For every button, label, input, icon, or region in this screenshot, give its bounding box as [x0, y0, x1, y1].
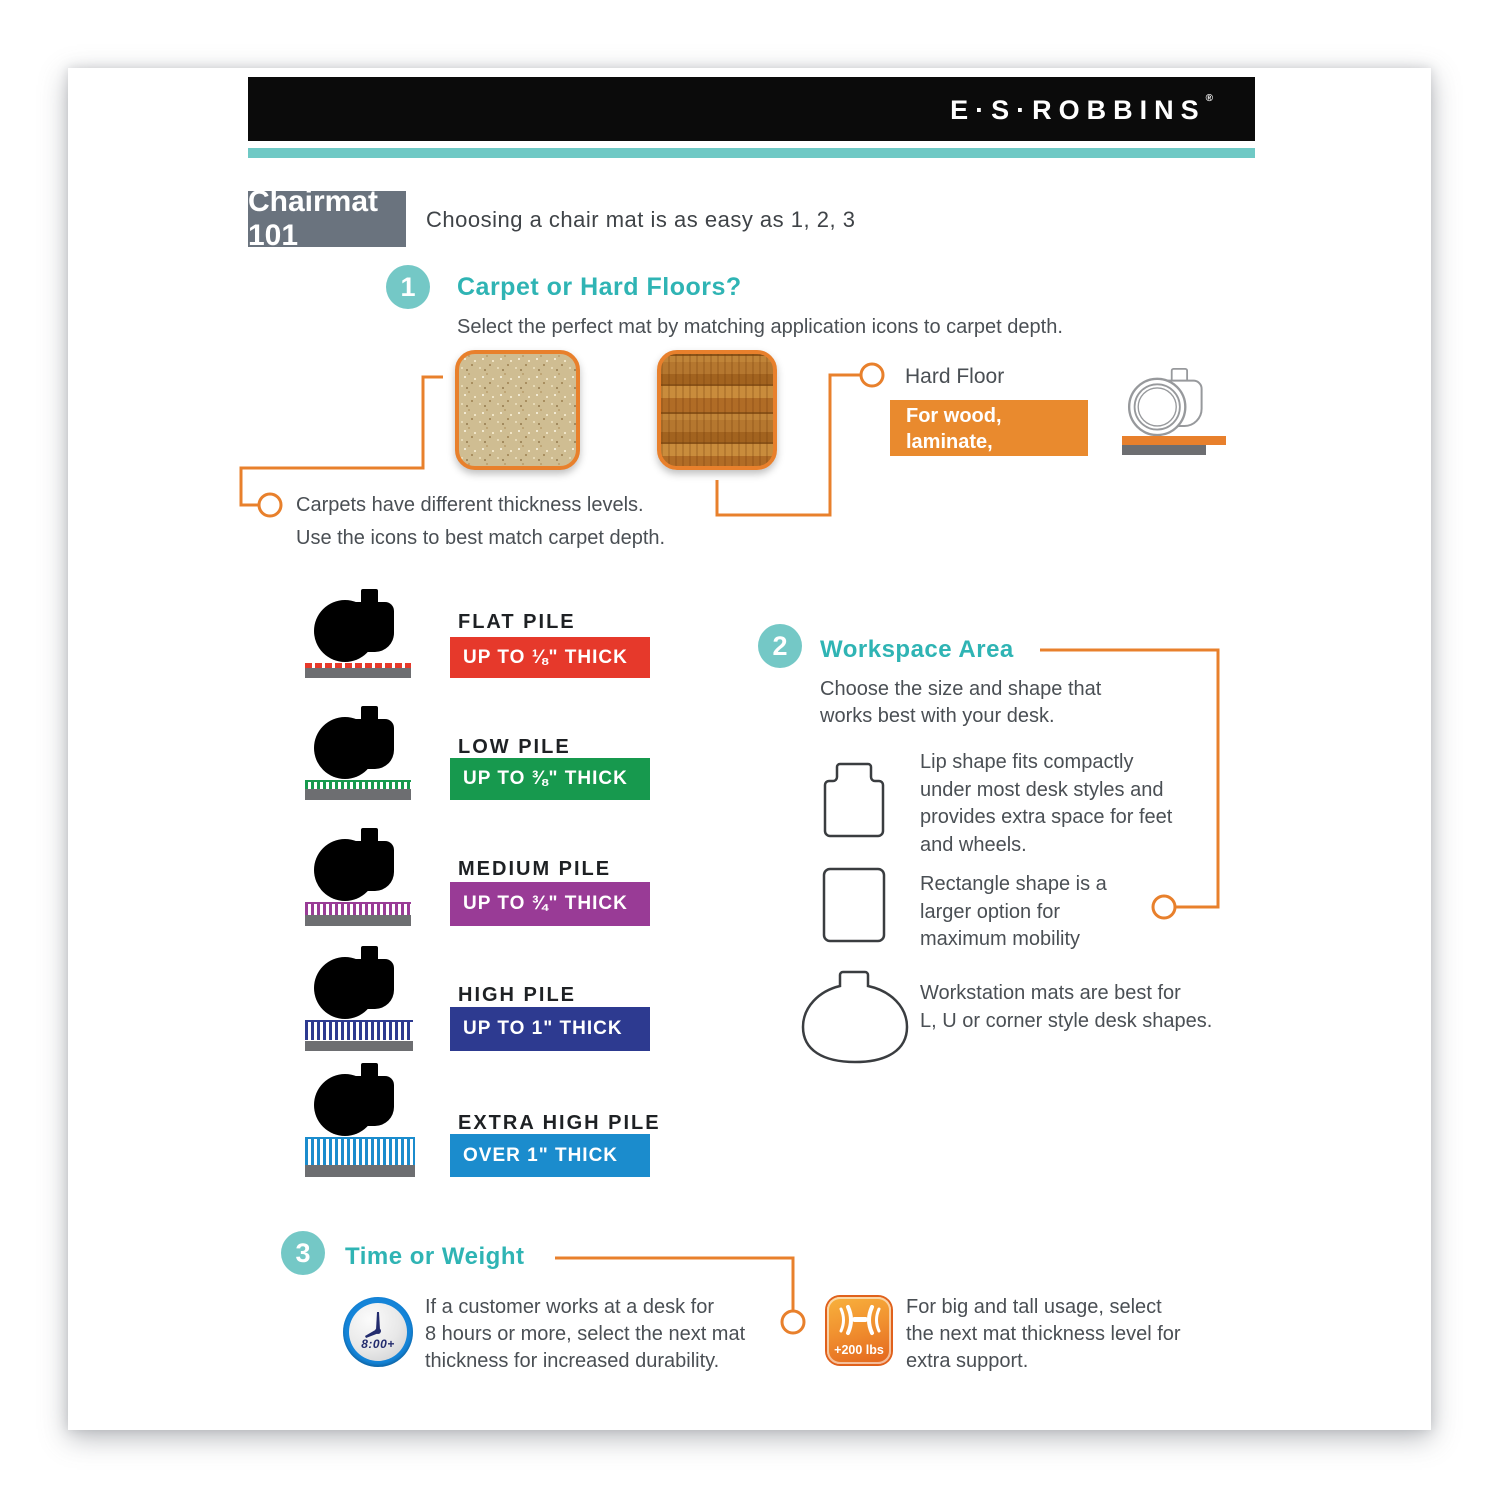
- weight-description: [906, 1294, 1181, 1375]
- high-pile-thickness-box: [450, 1007, 650, 1051]
- carpet-note-line2: Use the icons to best match carpet depth.: [296, 527, 666, 549]
- carpet-note-line1: Carpets have different thickness levels.: [296, 494, 644, 516]
- high-pile-strip: [305, 1020, 413, 1040]
- weight-capacity-label: +200 lbs: [834, 1343, 884, 1357]
- step3-number-badge: [281, 1231, 325, 1275]
- flat-pile-label: FLAT PILE: [458, 611, 576, 633]
- extra-high-pile-caster-icon: [305, 1061, 411, 1137]
- medium-pile-caster-icon: [305, 826, 411, 902]
- hard-floor-description-box: [890, 400, 1088, 479]
- infographic-page: [68, 68, 1431, 1430]
- time-line1: If a customer works at a desk for: [425, 1296, 714, 1318]
- brand-logo: E·S·ROBBINS®: [950, 92, 1213, 125]
- rectangle-shape-description: [920, 871, 1107, 954]
- step1-number-badge: [386, 265, 430, 309]
- step2-subtitle: [820, 676, 1101, 730]
- workstation-shape-description: [920, 980, 1212, 1035]
- extra-high-pile-label: EXTRA HIGH PILE: [458, 1112, 661, 1134]
- clock-time-label: 8:00+: [361, 1337, 395, 1351]
- time-line2: 8 hours or more, select the next mat: [425, 1323, 746, 1345]
- flat-pile-thickness-box: [450, 637, 650, 678]
- lip-line2: under most desk styles and: [920, 778, 1164, 801]
- weight-line1: For big and tall usage, select: [906, 1296, 1162, 1318]
- lip-line3: provides extra space for feet: [920, 806, 1173, 828]
- medium-pile-thickness-box: [450, 882, 650, 926]
- step2-number-badge: [758, 624, 802, 668]
- lip-line4: and wheels.: [920, 833, 1027, 856]
- medium-pile-label: MEDIUM PILE: [458, 858, 612, 880]
- dumbbell-glyph: [829, 1301, 889, 1339]
- weight-line2: the next mat thickness level for: [906, 1323, 1181, 1345]
- brand-header-bar: [248, 77, 1255, 141]
- carpet-connector-line: [68, 68, 1431, 1430]
- header-accent-strip: [248, 148, 1255, 158]
- high-pile-base: [305, 1041, 413, 1051]
- step2-number: 2: [772, 630, 788, 661]
- step2-subtitle-line2: works best with your desk.: [820, 705, 1055, 727]
- flat-pile-base: [305, 668, 411, 678]
- high-pile-label: HIGH PILE: [458, 984, 577, 1006]
- workstation-line1: Workstation mats are best for: [920, 982, 1181, 1004]
- extra-high-pile-thickness-box: [450, 1134, 650, 1177]
- medium-pile-thickness: UP TO ¾" THICK: [463, 893, 628, 914]
- rectangle-mat-shape-icon: [822, 867, 886, 943]
- carpet-swatch-image: [455, 350, 580, 470]
- flat-pile-caster-icon: [305, 587, 411, 663]
- hard-floor-base-strip: [1122, 445, 1206, 455]
- hard-floor-mat-strip: [1122, 436, 1226, 445]
- step1-title: Carpet or Hard Floors?: [457, 273, 742, 301]
- weight-icon: [827, 1297, 891, 1364]
- hard-floor-box-line1: For wood, laminate,: [906, 405, 1002, 453]
- clock-icon: [343, 1297, 413, 1367]
- rect-line2: larger option for: [920, 900, 1061, 923]
- low-pile-thickness: UP TO ⅜" THICK: [463, 768, 628, 789]
- step1-subtitle: Select the perfect mat by matching application icons to carpet depth.: [457, 316, 1063, 338]
- clock-hands: [349, 1303, 407, 1361]
- flat-pile-thickness: UP TO ⅛" THICK: [463, 646, 628, 668]
- extra-high-pile-thickness: OVER 1" THICK: [463, 1144, 619, 1166]
- weight-line3: extra support.: [906, 1350, 1029, 1372]
- step3-number: 3: [295, 1237, 311, 1268]
- carpet-note: [296, 489, 665, 555]
- step2-title: Workspace Area: [820, 636, 1014, 663]
- medium-pile-strip: [305, 902, 411, 915]
- registered-mark: ®: [1205, 92, 1213, 104]
- clock-face: [349, 1303, 407, 1361]
- workstation-line2: L, U or corner style desk shapes.: [920, 1009, 1213, 1032]
- rect-line3: maximum mobility: [920, 928, 1081, 950]
- lip-shape-description: [920, 749, 1172, 859]
- time-description: [425, 1294, 745, 1375]
- hard-floor-box-line2: tile and more.: [906, 457, 1037, 479]
- extra-high-pile-strip: [305, 1137, 415, 1165]
- high-pile-thickness: UP TO 1" THICK: [463, 1018, 623, 1039]
- low-pile-caster-icon: [305, 704, 411, 780]
- low-pile-base: [305, 789, 411, 800]
- low-pile-thickness-box: [450, 758, 650, 800]
- high-pile-caster-icon: [305, 944, 411, 1020]
- hard-floor-caster-icon: [1121, 367, 1217, 436]
- lip-line1: Lip shape fits compactly: [920, 751, 1134, 773]
- rect-line1: Rectangle shape is a: [920, 873, 1107, 895]
- page-tagline: Choosing a chair mat is as easy as 1, 2, 3: [426, 207, 856, 232]
- page-title: Chairmat 101: [248, 191, 406, 247]
- medium-pile-base: [305, 915, 411, 926]
- hardwood-swatch-image: [657, 350, 777, 470]
- step2-subtitle-line1: Choose the size and shape that: [820, 678, 1102, 700]
- step3-title: Time or Weight: [345, 1243, 525, 1270]
- time-line3: thickness for increased durability.: [425, 1350, 720, 1372]
- low-pile-label: LOW PILE: [458, 736, 571, 758]
- hard-floor-label: Hard Floor: [905, 365, 1005, 388]
- extra-high-pile-base: [305, 1165, 415, 1177]
- workstation-mat-shape-icon: [799, 969, 911, 1065]
- lip-mat-shape-icon: [821, 762, 887, 838]
- step1-number: 1: [400, 271, 416, 302]
